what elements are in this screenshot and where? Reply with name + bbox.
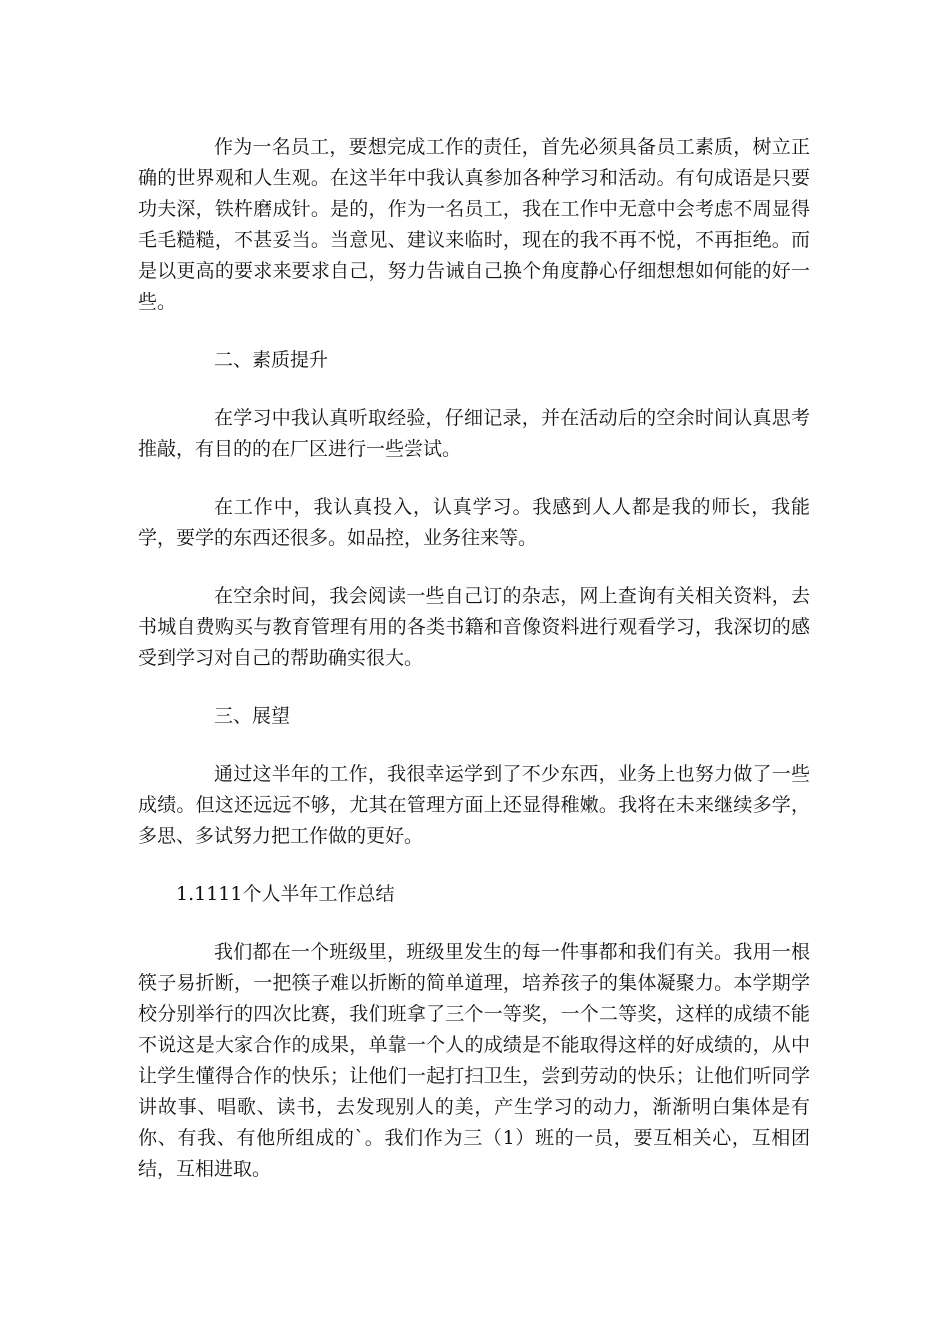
document-body — [138, 132, 810, 1212]
paragraph-spare-time: 在空余时间，我会阅读一些自己订的杂志，网上查询有关相关资料，去书城自费购买与教育管理有用的各类书籍和音像资料进行观看学习，我深切的感受到学习对自己的帮助确实很大。 — [138, 585, 810, 669]
section-heading-summary: 1.1111个人半年工作总结 — [176, 883, 395, 905]
paragraph-work: 在工作中，我认真投入，认真学习。我感到人人都是我的师长，我能学，要学的东西还很多。如品控，业务往来等。 — [138, 496, 810, 549]
paragraph-outlook: 通过这半年的工作，我很幸运学到了不少东西，业务上也努力做了一些成绩。但这还远远不够，尤其在管理方面上还显得稚嫩。我将在未来继续多学，多思、多试努力把工作做的更好。 — [138, 763, 810, 847]
paragraph-learning: 在学习中我认真听取经验，仔细记录，并在活动后的空余时间认真思考推敲，有目的的在厂区进行一些尝试。 — [138, 407, 810, 460]
section-heading-outlook: 三、展望 — [214, 705, 291, 727]
section-heading-quality-improvement: 二、素质提升 — [214, 349, 329, 371]
paragraph-employee-quality: 作为一名员工，要想完成工作的责任，首先必须具备员工素质，树立正确的世界观和人生观。在这半年中我认真参加各种学习和活动。有句成语是只要功夫深，铁杵磨成针。是的，作为一名员工，我在工作中无意中会考虑不周显得毛毛糙糙，不甚妥当。当意见、建议来临时，现在的我不再不悦，不再拒绝。而是以更高的要求来要求自己，努力告诫自己换个角度静心仔细想想如何能的好一些。 — [138, 136, 810, 313]
paragraph-class-summary: 我们都在一个班级里，班级里发生的每一件事都和我们有关。我用一根筷子易折断，一把筷子难以折断的简单道理，培养孩子的集体凝聚力。本学期学校分别举行的四次比赛，我们班拿了三个一等奖，一个二等奖，这样的成绩不能不说这是大家合作的成果，单靠一个人的成绩是不能取得这样的好成绩的，从中让学生懂得合作的快乐；让他们一起打扫卫生，尝到劳动的快乐；让他们听同学讲故事、唱歌、读书，去发现别人的美，产生学习的动力，渐渐明白集体是有你、有我、有他所组成的`。我们作为三（1）班的一员，要互相关心，互相团结，互相进取。 — [138, 941, 810, 1180]
